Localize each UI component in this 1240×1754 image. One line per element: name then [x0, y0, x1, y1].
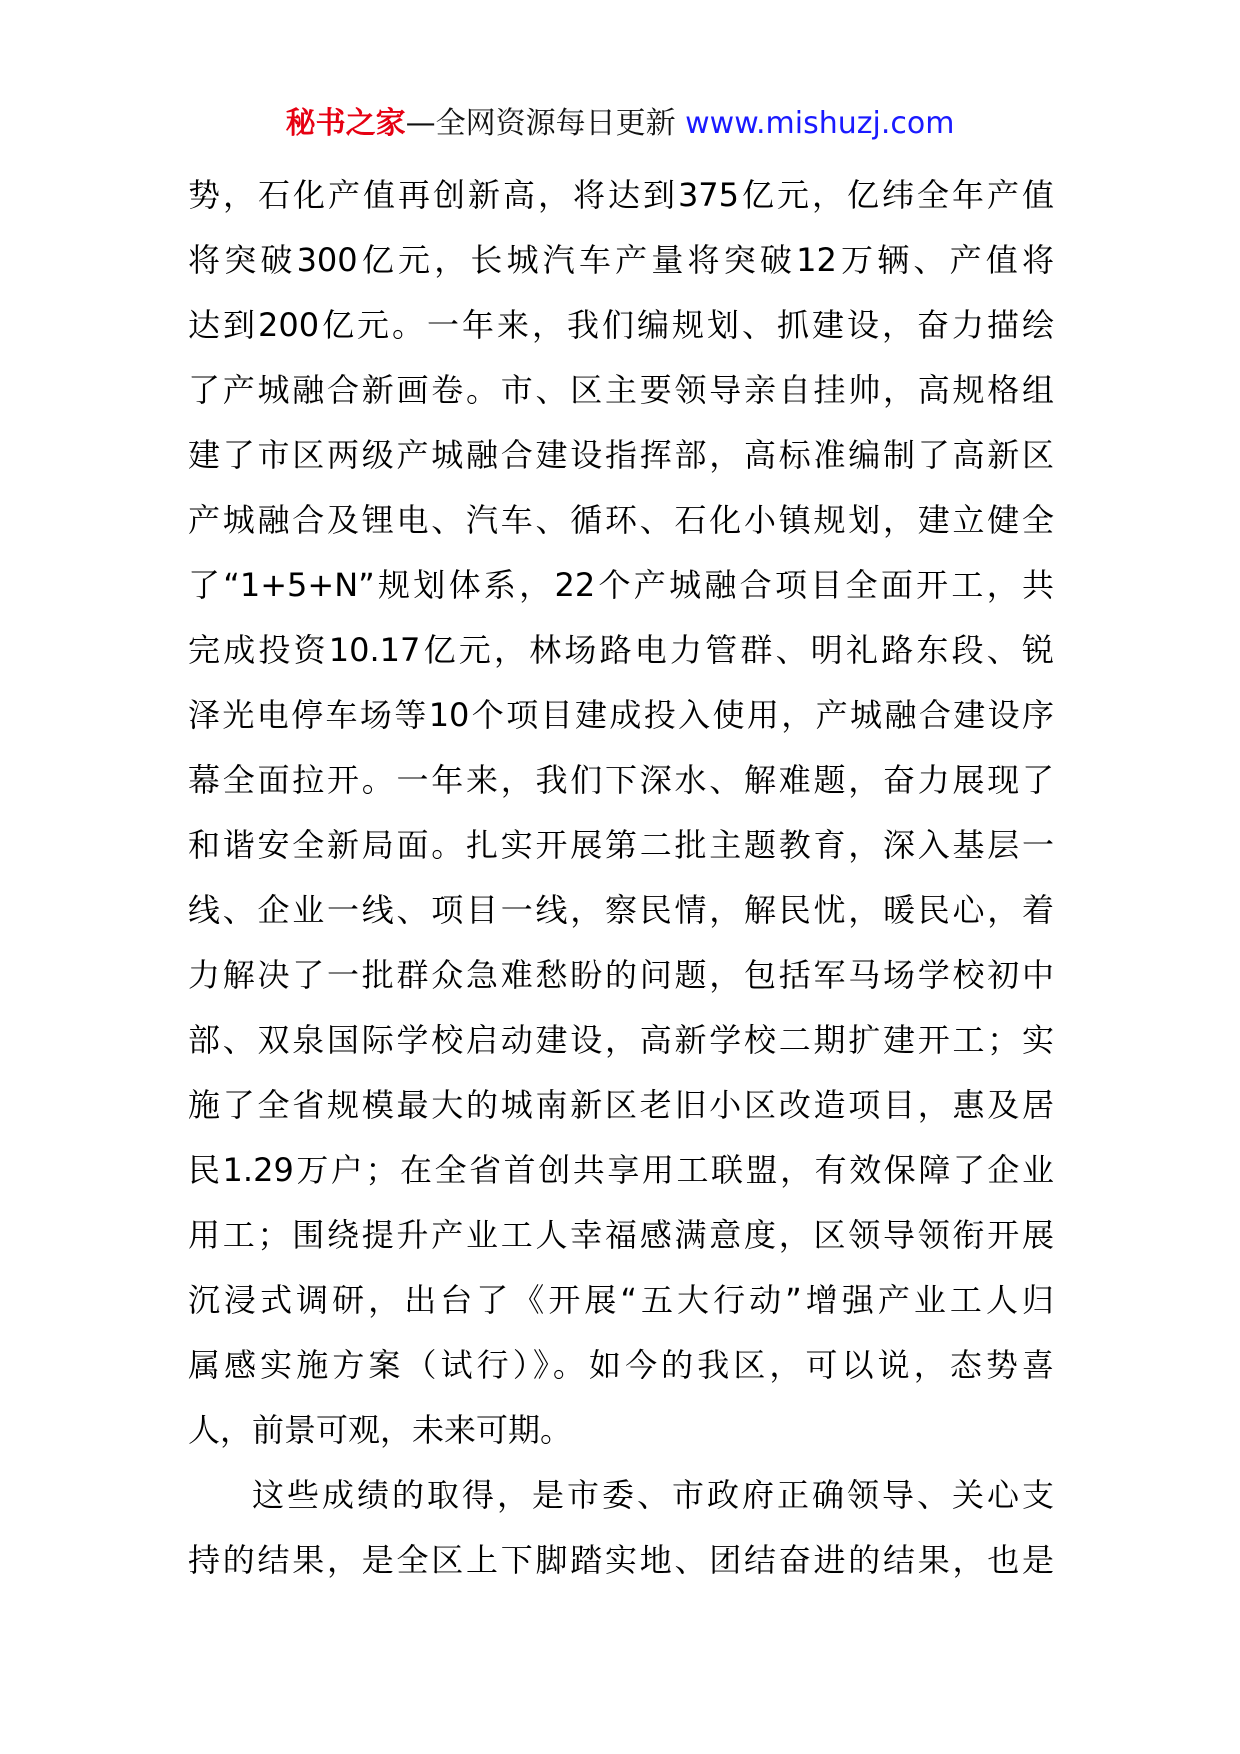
paragraph-1 [188, 163, 1054, 1463]
header-slogan: —全网资源每日更新 [405, 106, 676, 141]
paragraph-2 [188, 1463, 1054, 1593]
text-line: 产城融合及锂电、汽车、循环、石化小镇规划，建立健全 [188, 501, 1054, 539]
text-line: 将突破300亿元，长城汽车产量将突破12万辆、产值将 [188, 241, 1054, 279]
text-line: 和谐安全新局面。扎实开展第二批主题教育，深入基层一 [188, 826, 1054, 864]
text-line: 泽光电停车场等10个项目建成投入使用，产城融合建设序 [188, 696, 1054, 734]
header-brand: 秘书之家 [285, 106, 406, 141]
text-line: 持的结果，是全区上下脚踏实地、团结奋进的结果，也是 [188, 1541, 1054, 1579]
text-line: 建了市区两级产城融合建设指挥部，高标准编制了高新区 [188, 436, 1054, 474]
text-line: 力解决了一批群众急难愁盼的问题，包括军马场学校初中 [188, 956, 1054, 994]
text-line: 施了全省规模最大的城南新区老旧小区改造项目，惠及居 [188, 1086, 1054, 1124]
text-line: 人，前景可观，未来可期。 [188, 1411, 573, 1449]
text-line: 势，石化产值再创新高，将达到375亿元，亿纬全年产值 [188, 176, 1054, 214]
text-line: 这些成绩的取得，是市委、市政府正确领导、关心支 [252, 1476, 1054, 1514]
text-line: 达到200亿元。一年来，我们编规划、抓建设，奋力描绘 [188, 306, 1054, 344]
text-line: 民1.29万户；在全省首创共享用工联盟，有效保障了企业 [188, 1151, 1054, 1189]
text-line: 沉浸式调研，出台了《开展“五大行动”增强产业工人归 [188, 1281, 1054, 1319]
text-line: 了“1+5+N”规划体系，22个产城融合项目全面开工，共 [188, 566, 1054, 604]
text-line: 部、双泉国际学校启动建设，高新学校二期扩建开工；实 [188, 1021, 1054, 1059]
text-line: 属感实施方案（试行）》。如今的我区，可以说，态势喜 [188, 1346, 1054, 1384]
header-site-link[interactable]: www.mishuzj.com [685, 106, 955, 141]
text-line: 线、企业一线、项目一线，察民情，解民忧，暖民心，着 [188, 891, 1054, 929]
text-line: 了产城融合新画卷。市、区主要领导亲自挂帅，高规格组 [188, 371, 1054, 409]
page-header [0, 100, 1240, 148]
text-line: 幕全面拉开。一年来，我们下深水、解难题，奋力展现了 [188, 761, 1054, 799]
document-body [188, 163, 1054, 1593]
text-line: 用工；围绕提升产业工人幸福感满意度，区领导领衔开展 [188, 1216, 1054, 1254]
text-line: 完成投资10.17亿元，林场路电力管群、明礼路东段、锐 [188, 631, 1054, 669]
